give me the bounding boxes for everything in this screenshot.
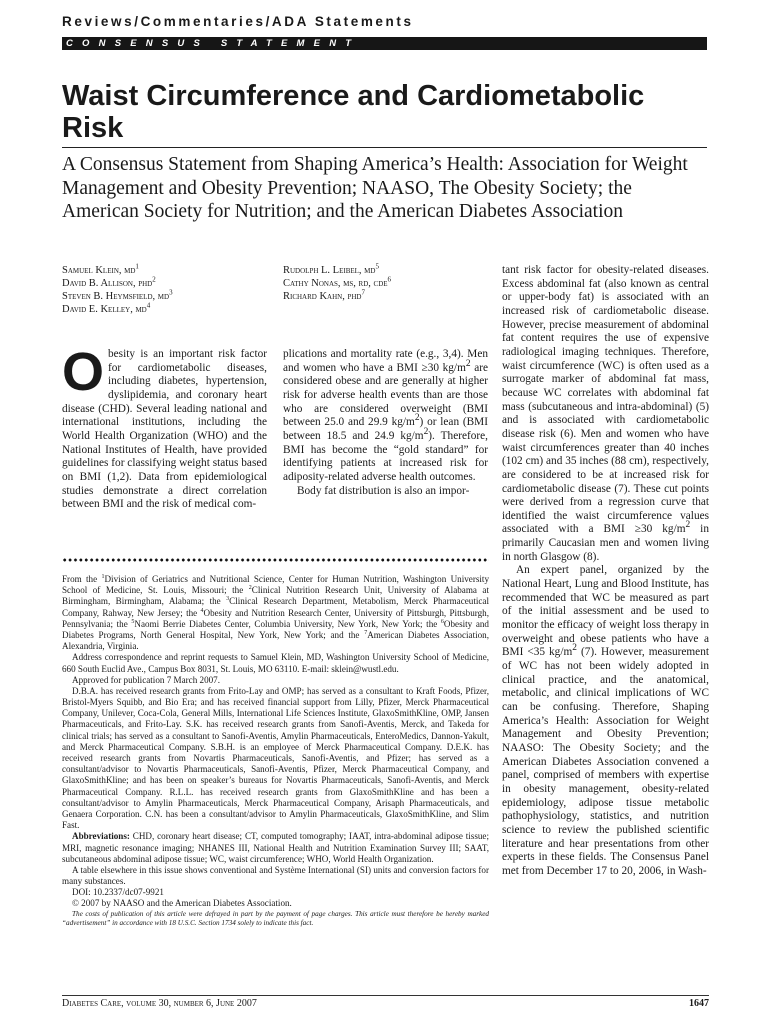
- correspondence-note: Address correspondence and reprint requests to Samuel Klein, MD, Washington University School of Medicine, 660 South Euclid Ave., Campus Box 8031, St. Louis, MO 63110. E-mail: sklein@wustl.edu.: [62, 652, 489, 674]
- page-number: 1647: [689, 998, 709, 1009]
- body-paragraph: An expert panel, organized by the National Heart, Lung and Blood Institute, has recommended that WC be measured as part of the initial assessment and be used to monitor the efficacy of weight loss therapy in overweight and obese patients who have a BMI <35 $kg/m^2$ (7). However, measurement of WC has not been widely adopted in clinical practice, and the anatomical, metabolic, and clinical implications of WC can be confusing. Therefore, Shaping America’s Health: Association for Weight Management and Obesity Prevention; NAASO: The Obesity Society; and the American Diabetes Association convened a panel, comprised of members with expertise in obesity management, obesity-related epidemiology, adipose tissue metabolic pathophysiology, statistics, and nutrition science to review the published scientific literature and hear presentations from other experts in these fields. The Consensus Panel met from December 17 to 20, 2006, in Wash-: [502, 564, 709, 877]
- author-list-left: [62, 264, 173, 316]
- author-name: David E. Kelley, $md^4$: [62, 301, 151, 315]
- author-name: Steven B. Heymsfield, $md^3$: [62, 288, 173, 302]
- article-subtitle: A Consensus Statement from Shaping America’s Health: Association for Weight Management and Obesity Prevention; NAASO, The Obesity Society; the American Society for Nutrition; and the American Diabetes Association: [62, 154, 688, 222]
- approval-note: Approved for publication 7 March 2007.: [72, 674, 220, 685]
- body-column-3: [502, 264, 709, 879]
- title-rule: [62, 147, 707, 148]
- page-charge-note: The costs of publication of this article were defrayed in part by the payment of page charges. This article must therefore be hereby marked “advertisement” in accordance with 18 U.S.C. Section 1734 solely to indicate this fact.: [62, 909, 489, 927]
- footnotes: [62, 574, 489, 928]
- author-list-right: [283, 264, 391, 303]
- affiliations: From the $^1$Division of Geriatrics and Nutritional Science, Center for Human Nutrition, Washington University School of Medicine, St. Louis, Missouri; the $^2$Clinical Nutrition Research Unit, University of Alabama at Birmingham, Birmingham, Alabama; the $^3$Clinical Research Department, Metabolism, Merck Pharmaceutical Company, Rahway, New Jersey; the $^4$Obesity and Nutrition Research Center, University of Pittsburgh, Pittsburgh, Pennsylvania; the $^5$Naomi Berrie Diabetes Center, Columbia University, New York, New York; the $^6$Obesity and Diabetes Programs, North General Hospital, New York, New York; and the $^7$American Diabetes Association, Alexandria, Virginia.: [62, 573, 489, 652]
- copyright: © 2007 by NAASO and the American Diabetes Association.: [72, 898, 292, 909]
- body-text: besity is an important risk factor for cardiometabolic diseases, including diabetes, hypertension, dyslipidemia, and coronary heart disease (CHD). Several leading national and international institutions, including the World Health Organization (WHO) and the National Institutes of Health, have provided guidelines for classifying weight status based on BMI (1,2). Data from epidemiological studies demonstrate a direct correlation between BMI and the risk of medical com-: [62, 348, 267, 511]
- author-name: David B. Allison, phd$^2$: [62, 275, 156, 289]
- body-column-1: [62, 342, 267, 512]
- footer-journal-citation: Diabetes Care, volume 30, number 6, June 2007: [62, 998, 257, 1009]
- footer-rule: [62, 995, 709, 996]
- doi: DOI: 10.2337/dc07-9921: [72, 887, 164, 898]
- consensus-statement-band: CONSENSUS STATEMENT: [62, 37, 707, 50]
- disclosure-note: D.B.A. has received research grants from Frito-Lay and OMP; has served as a consultant to Kraft Foods, Pfizer, Bristol-Myers Squibb, and Bio Era; and has received financial support from Lilly, Pfizer, Merck Pharmaceutical Company, Unilever, Coca-Cola, General Mills, International Life Sciences Institute, GlaxoSmithKline, OMP, Jansen Pharmaceuticals, and Frito-Lay. S.K. has received research grants from Sanofi-Aventis, Merck, and Takeda for clinical trials; has served as a consultant to Sanofi-Aventis, Amylin Pharmaceuticals, EnteroMedics, Dannon-Yakult, and Merck Pharmaceutical Company. S.B.H. is an employee of Merck Pharmaceutical Company. D.E.K. has received research grants from Novartis Pharmaceuticals, Sanofi-Aventis, and Pfizer; has served as a consultant/advisor to Novartis Pharmaceuticals, Sanofi-Aventis, Pfizer, Merck Pharmaceutical Company, and GlaxoSmithKline; and has been on speaker’s bureaus for Novartis Pharmaceuticals, Sanofi-Aventis, and Merck Pharmaceutical Company. R.L.L. has received research grants from GlaxoSmithKline and has been a consultant/advisor to Amylin Pharmaceuticals, Merck Pharmaceutical Company, Arisaph Pharmaceuticals, and Genaera Corporation. C.N. has been a consultant/advisor to Amylin Pharmaceuticals, GlaxoSmithKline, and Slim Fast.: [62, 685, 489, 831]
- dotted-separator: [62, 558, 489, 562]
- body-paragraph: plications and mortality rate (e.g., 3,4). Men and women who have a BMI ≥30 $kg/m^2$ are considered obese and are generally at higher risk for adverse health events than are those who are considered overweight (BMI between 25.0 and 29.9 $kg/m^2$) or lean (BMI between 18.5 and 24.9 $kg/m^2$). Therefore, BMI has become the “gold standard” for identifying patients at increased risk for adiposity-related adverse health outcomes.: [283, 348, 488, 483]
- author-name: Richard Kahn, phd$^7$: [283, 288, 365, 302]
- section-header: Reviews/Commentaries/ADA Statements: [62, 14, 414, 29]
- article-title: Waist Circumference and Cardiometabolic Risk: [62, 80, 645, 144]
- body-paragraph: tant risk factor for obesity-related diseases. Excess abdominal fat (also known as central or upper-body fat) is associated with an increased risk of cardiometabolic disease. However, precise measurement of abdominal fat content requires the use of expensive radiological imaging techniques. Therefore, waist circumference (WC) is often used as a surrogate marker of abdominal fat mass, because WC correlates with abdominal fat mass (subcutaneous and intra-abdominal) (5) and is associated with cardiometabolic disease risk (6). Men and women who have waist circumferences greater than 40 inches (102 cm) and 35 inches (88 cm), respectively, are considered to be at increased risk for cardiometabolic disease (7). These cut points were derived from a regression curve that identified the waist circumference values associated with a BMI ≥30 $kg/m^2$ in primarily Caucasian men and women living in north Glasgow (8).: [502, 264, 709, 563]
- body-paragraph: Body fat distribution is also an impor-: [297, 484, 470, 497]
- units-note: A table elsewhere in this issue shows conventional and Système International (SI) units and conversion factors for many substances.: [62, 864, 489, 887]
- author-name: Cathy Nonas, ms, rd, cde$^6$: [283, 275, 392, 289]
- author-name: Samuel Klein, $md^1$: [62, 262, 139, 276]
- body-column-2: [283, 348, 488, 498]
- drop-cap: O: [62, 342, 105, 402]
- author-name: Rudolph L. Leibel, $md^5$: [283, 262, 379, 276]
- abbreviations-note: Abbreviations: CHD, coronary heart disease; CT, computed tomography; IAAT, intra-abdominal adipose tissue; MRI, magnetic resonance imaging; NHANES III, National Health and Nutrition Examination Survey III; SAAT, subcutaneous abdominal adipose tissue; WC, waist circumference; WHO, World Health Organization.: [62, 831, 489, 864]
